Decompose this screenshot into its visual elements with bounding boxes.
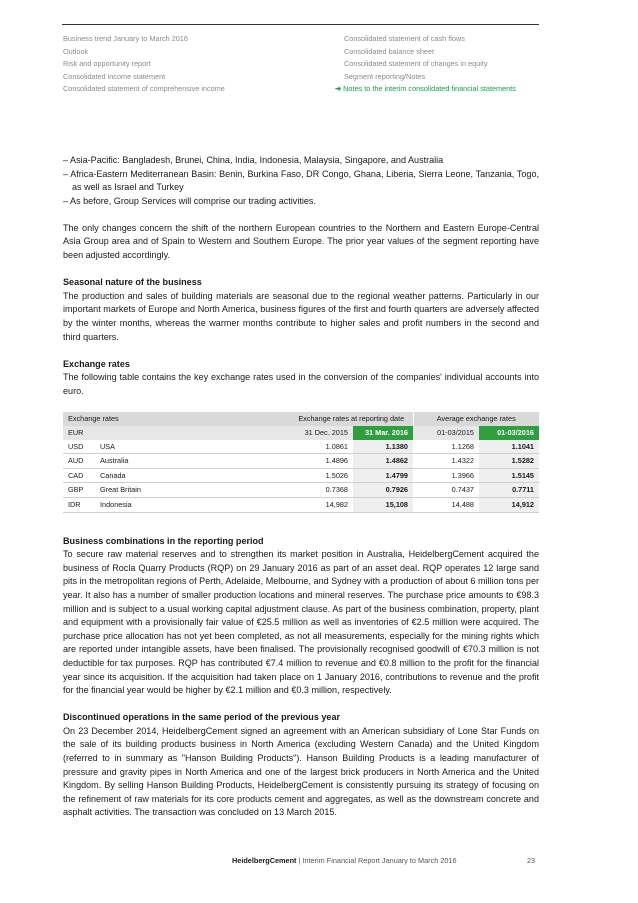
currency-code: USD	[63, 440, 95, 454]
nav-link-comprehensive-income[interactable]: Consolidated statement of comprehensive income	[63, 84, 225, 94]
rate-value: 14,982	[255, 497, 353, 512]
page-number: 23	[527, 856, 536, 865]
rate-value: 1.3966	[413, 468, 479, 483]
nav-link-outlook[interactable]: Outlook	[63, 46, 89, 56]
country-name: Canada	[95, 468, 255, 483]
nav-link-business-trend[interactable]: Business trend January to March 2016	[63, 34, 188, 43]
rate-value: 1.5282	[479, 454, 539, 469]
discontinued-heading: Discontinued operations in the same period of the previous year	[63, 712, 340, 723]
footer-separator: |	[296, 856, 303, 865]
discontinued-body: On 23 December 2014, HeidelbergCement signed an agreement with an American subsidiary of Lone Star Funds on the sale of its building products business in North America (excluding Western Canada) and the United Kingdom (referred to in summary as "Hanson Building Products"). Hanson Building Products is a leading manufacturer of pressure and gravity pipes in North America and one of the largest brick producers in North America and the United Kingdom. By selling Hanson Building Products, HeidelbergCement is consistently pursuing its strategy of focusing on the refinement of raw materials for its core products cement and aggregates, as well as the downstream concrete and asphalt activities. The transaction was concluded on 13 March 2015.	[63, 725, 539, 818]
exchange-heading: Exchange rates	[63, 358, 130, 369]
table-header-row	[63, 412, 539, 426]
rate-value: 0.7437	[413, 483, 479, 498]
seasonal-body: The production and sales of building materials are seasonal due to the regional weather patterns. Particularly in our important markets of Europe and North America, business figures of the first and fourth quarters are adversely affected by the winter months, whereas the warmer months contribute to higher sales and profit numbers in the second and third quarters.	[63, 290, 539, 342]
segment-changes-paragraph: The only changes concern the shift of the northern European countries to the Northern and Eastern Europe-Central Asia Group area and of Spain to Western and Southern Europe. The prior year values of the segment reporting have been adjusted accordingly.	[63, 222, 539, 261]
rate-value: 1.1380	[353, 440, 413, 454]
country-name: USA	[95, 440, 255, 454]
rate-value: 1.4799	[353, 468, 413, 483]
rate-value: 0.7926	[353, 483, 413, 498]
country-name: Australia	[95, 454, 255, 469]
rate-value: 1.4862	[353, 454, 413, 469]
nav-link-notes-label: Notes to the interim consolidated financial statements	[343, 84, 516, 94]
currency-code: GBP	[63, 483, 95, 498]
col-01-03-2015: 01-03/2015	[413, 426, 479, 440]
combinations-heading: Business combinations in the reporting period	[63, 535, 264, 546]
rate-value: 1.1268	[413, 440, 479, 454]
rate-value: 1.4896	[255, 454, 353, 469]
rate-value: 14,488	[413, 497, 479, 512]
nav-right	[335, 33, 544, 96]
currency-code: IDR	[63, 497, 95, 512]
col-01-03-2016: 01-03/2016	[479, 426, 539, 440]
rate-value: 1.1041	[479, 440, 539, 454]
nav-link-changes-equity[interactable]: Consolidated statement of changes in equity	[344, 59, 488, 69]
currency-code: AUD	[63, 454, 95, 469]
table-title: Exchange rates	[63, 412, 255, 426]
list-item: – As before, Group Services will comprise our trading activities.	[63, 195, 316, 206]
nav-link-income-statement[interactable]: Consolidated income statement	[63, 71, 166, 81]
footer-title	[232, 856, 457, 865]
country-name: Indonesia	[95, 497, 255, 512]
rate-value: 15,108	[353, 497, 413, 512]
combinations-body: To secure raw material reserves and to strengthen its market position in Australia, HeidelbergCement acquired the business of Rocla Quarry Products (RQP) on 29 January 2016 as part of an asset deal. RQP operates 12 large sand pits in the metropolitan regions of Perth, Adelaide, Melbourne, and Sydney with a production of about 6 million tons per year. It also has a number of smaller production locations and mineral reserves. The purchase price amounts to €98.3 million and is subject to a usual working capital adjustment clause. As part of the business combination, property, plant and equipment with a provisionally fair value of €25.5 million as well as inventories of €2.5 million were acquired. The purchase price allocation has not yet been completed, as not all measurements, especially for the mining rights which are reported under intangible assets, have been finalised. The provisionally recognised goodwill of €70.3 million is not deductible for tax purposes. RQP has contributed €7.4 million to revenue and €0.8 million to the profit for the financial year since its acquisition. If the acquisition had taken place on 1 January 2016, contributions to revenue and the profit for the financial year would be higher by €2.1 million and €0.3 million, respectively.	[63, 549, 539, 696]
rate-value: 0.7368	[255, 483, 353, 498]
exchange-rates-table	[63, 412, 539, 512]
nav-left	[63, 33, 313, 96]
currency-code: CAD	[63, 468, 95, 483]
rate-value: 1.5145	[479, 468, 539, 483]
base-currency: EUR	[63, 426, 255, 440]
exchange-body: The following table contains the key exchange rates used in the conversion of the companies' individual accounts into euro.	[63, 372, 539, 396]
list-item: – Asia-Pacific: Bangladesh, Brunei, China, India, Indonesia, Malaysia, Singapore, and Australia	[63, 155, 444, 165]
table-row	[63, 468, 539, 483]
nav-link-risk-report[interactable]: Risk and opportunity report	[63, 59, 151, 69]
country-name: Great Britain	[95, 483, 255, 498]
region-list	[63, 154, 539, 208]
rate-value: 1.0861	[255, 440, 353, 454]
seasonal-heading: Seasonal nature of the business	[63, 277, 202, 288]
group-average-rates: Average exchange rates	[413, 412, 539, 426]
table-row	[63, 483, 539, 498]
nav-link-cash-flows[interactable]: Consolidated statement of cash flows	[344, 34, 465, 43]
rate-value: 1.4322	[413, 454, 479, 469]
table-row	[63, 440, 539, 454]
list-item: – Africa-Eastern Mediterranean Basin: Benin, Burkina Faso, DR Congo, Ghana, Liberia, Sierra Leone, Tanzania, Togo, as well as Israel and Turkey	[63, 168, 539, 193]
header-rule	[62, 24, 539, 25]
table-row	[63, 454, 539, 469]
main-content	[63, 154, 539, 820]
nav-link-balance-sheet[interactable]: Consolidated balance sheet	[344, 46, 435, 56]
arrow-right-icon: ➜	[335, 84, 342, 94]
rate-value: 1.5026	[255, 468, 353, 483]
nav-link-segment-reporting[interactable]: Segment reporting/Notes	[344, 71, 426, 81]
footer-report-name: Interim Financial Report January to March 2016	[302, 856, 457, 865]
col-31-mar-2016: 31 Mar. 2016	[353, 426, 413, 440]
group-reporting-date: Exchange rates at reporting date	[255, 412, 413, 426]
nav-link-notes-active[interactable]	[335, 83, 544, 96]
footer-company: HeidelbergCement	[232, 856, 297, 865]
table-row	[63, 497, 539, 512]
col-31-dec-2015: 31 Dec. 2015	[255, 426, 353, 440]
rate-value: 14,912	[479, 497, 539, 512]
table-subheader-row	[63, 426, 539, 440]
rate-value: 0.7711	[479, 483, 539, 498]
